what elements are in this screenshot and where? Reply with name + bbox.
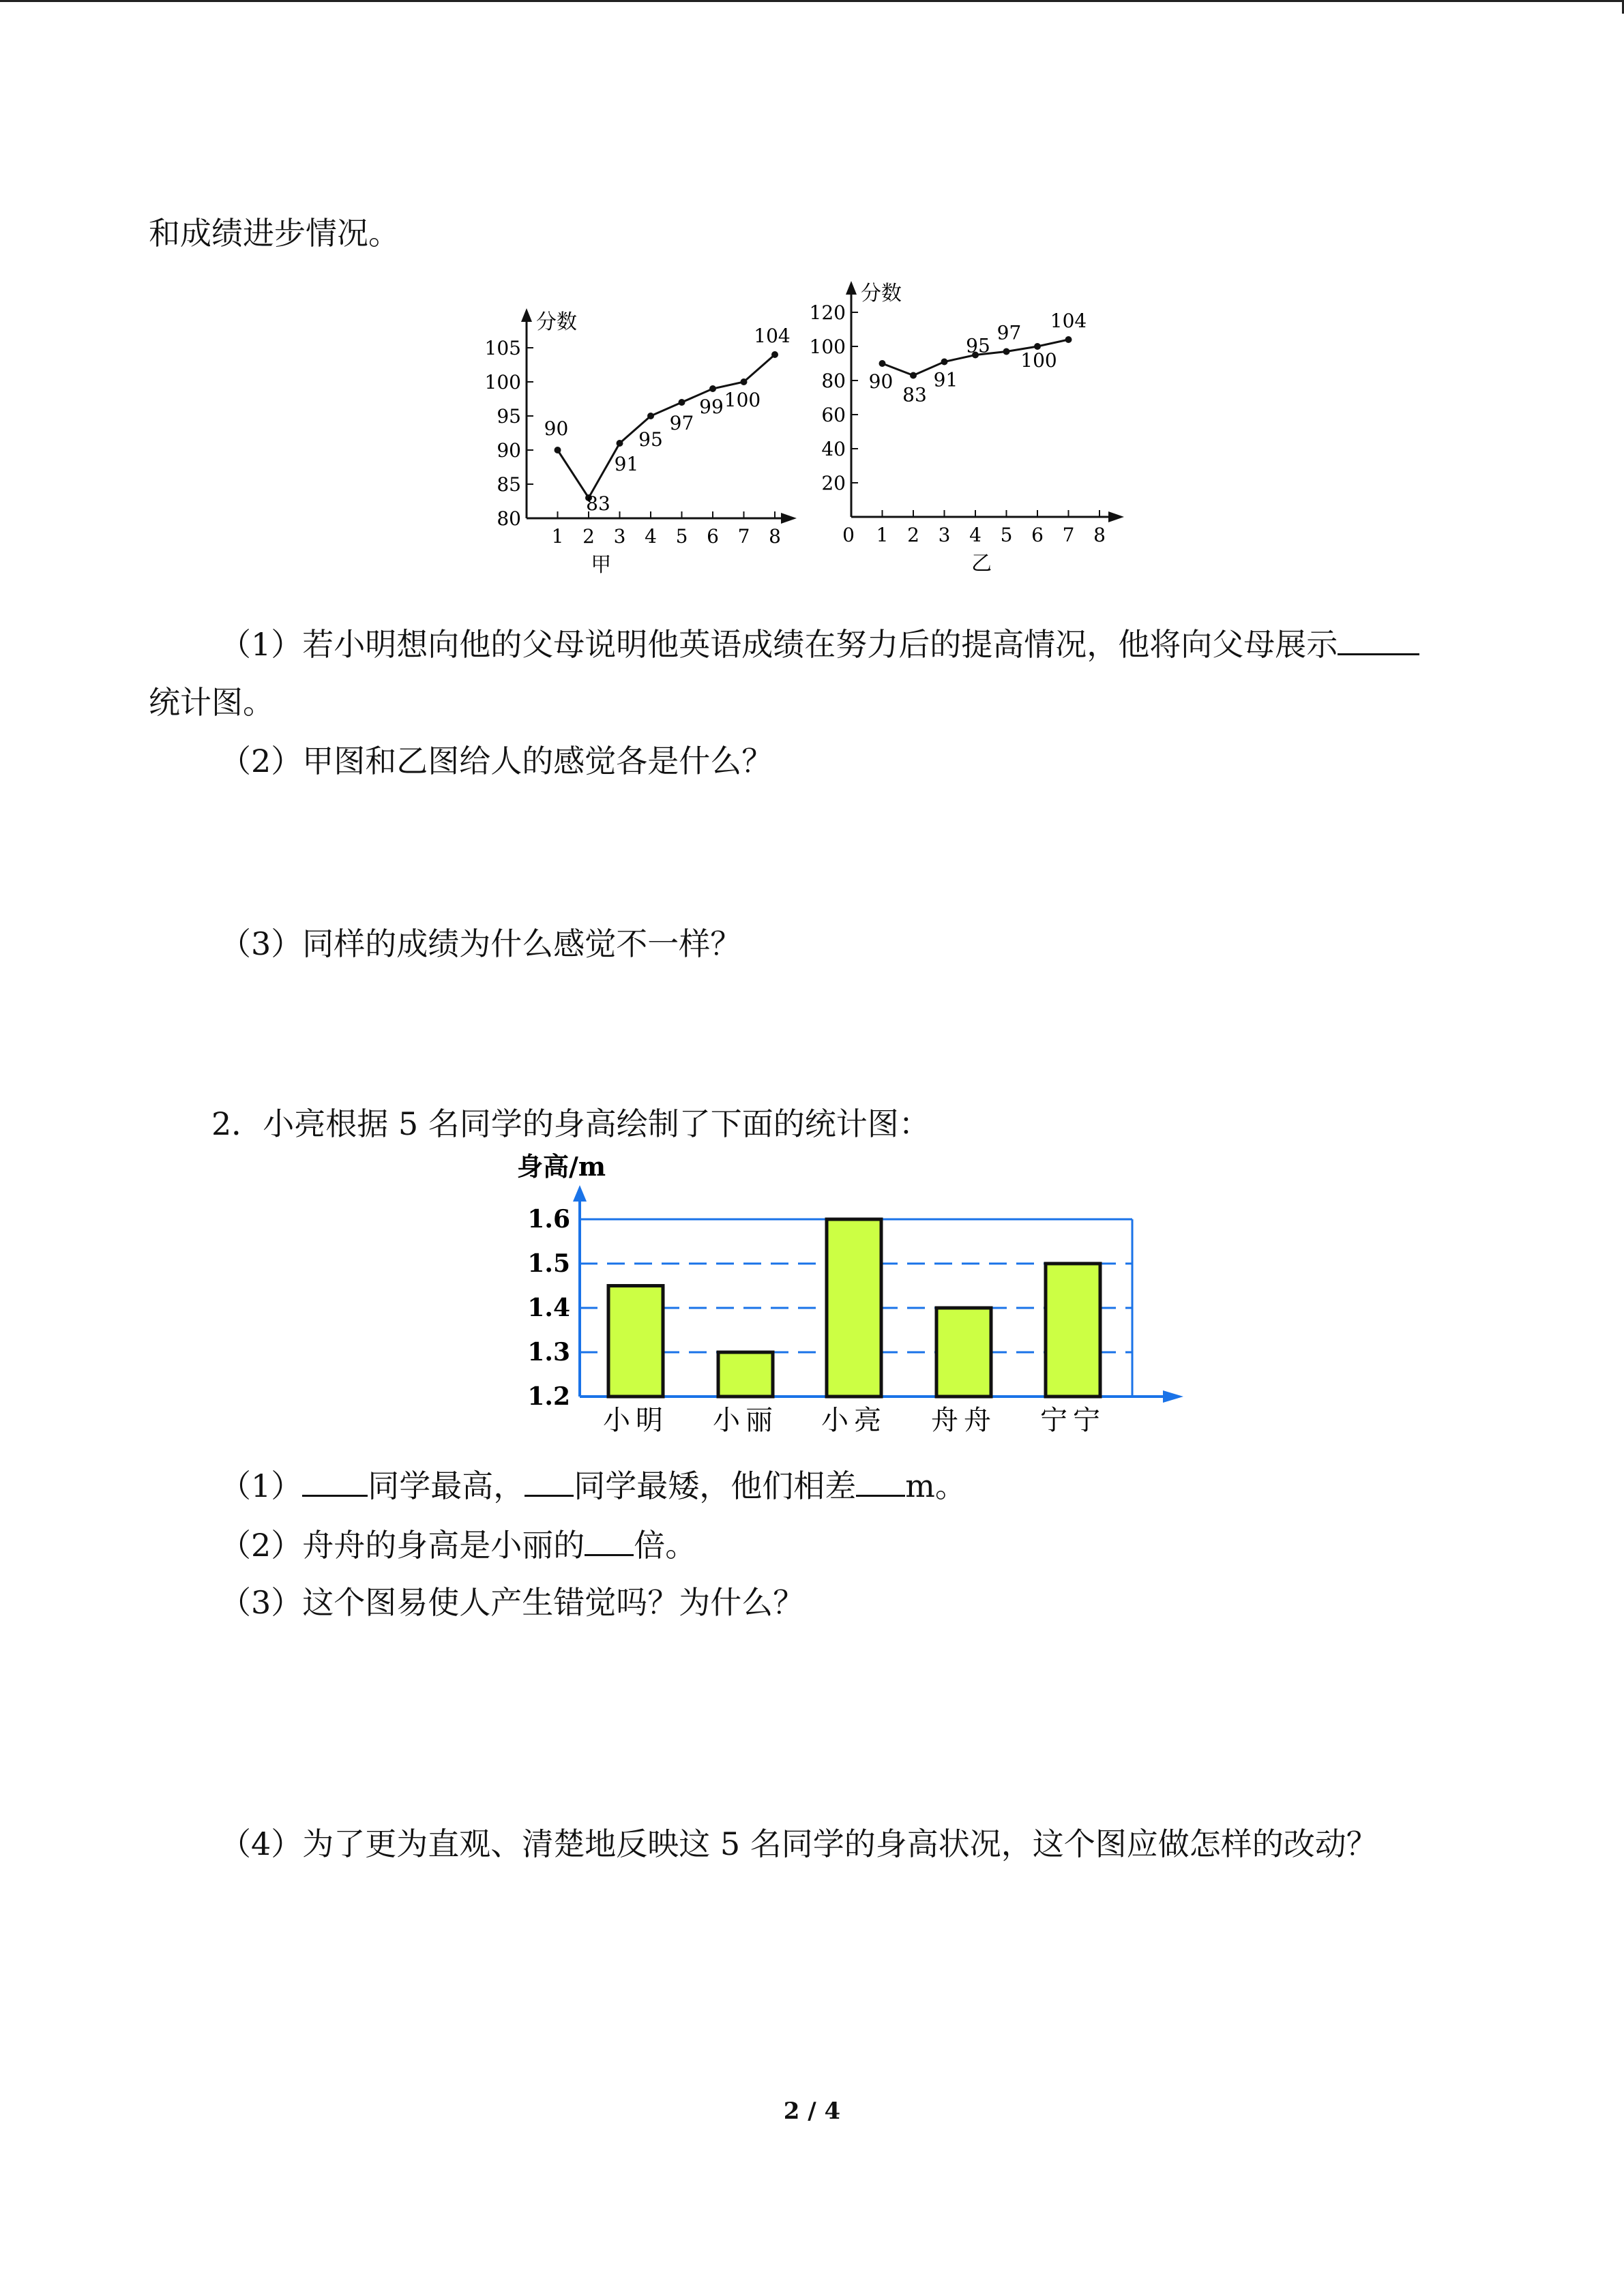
x-tick-label: 8 xyxy=(769,525,781,548)
y-tick-label: 80 xyxy=(821,370,846,392)
q2-part2 xyxy=(220,1524,696,1566)
q1-part3: （3）同样的成绩为什么感觉不一样？ xyxy=(220,925,742,962)
intro-line: 和成绩进步情况。 xyxy=(149,215,400,252)
x-tick-label: 6 xyxy=(707,525,719,548)
q2-part3: （3）这个图易使人产生错觉吗？为什么？ xyxy=(220,1584,805,1621)
y-tick-label: 100 xyxy=(484,371,521,393)
y-tick-label: 80 xyxy=(497,507,521,530)
q2-part1 xyxy=(220,1465,966,1506)
answer-blank-shortest[interactable] xyxy=(525,1465,574,1497)
x-tick-label: 舟舟 xyxy=(931,1405,996,1436)
data-point xyxy=(910,372,917,379)
x-tick-label: 4 xyxy=(969,524,981,546)
data-label: 97 xyxy=(669,412,694,434)
x-tick-label: 小明 xyxy=(603,1405,668,1436)
y-tick-label: 100 xyxy=(809,336,846,358)
data-label: 83 xyxy=(586,492,610,515)
x-tick-label: 1 xyxy=(876,524,889,546)
data-label: 104 xyxy=(1050,310,1087,332)
x-tick-label: 5 xyxy=(1000,524,1013,546)
x-tick-label: 7 xyxy=(1062,524,1075,546)
series-line xyxy=(558,355,776,498)
y-tick-label: 1.4 xyxy=(527,1294,570,1322)
data-label: 95 xyxy=(638,428,663,451)
x-tick-label: 3 xyxy=(938,524,951,546)
y-axis-label: 分数 xyxy=(861,282,902,305)
y-tick-label: 120 xyxy=(809,301,846,324)
y-axis-arrow xyxy=(846,281,857,295)
q2-part4: （4）为了更为直观、清楚地反映这 5 名同学的身高状况，这个图应做怎样的改动？ xyxy=(220,1825,1378,1862)
chart-jia xyxy=(477,293,805,586)
data-label: 97 xyxy=(996,321,1022,344)
q2-title: 2．小亮根据 5 名同学的身高绘制了下面的统计图： xyxy=(211,1105,930,1142)
chart-title: 乙 xyxy=(971,552,992,576)
y-axis-label: 分数 xyxy=(536,310,577,334)
data-label: 83 xyxy=(902,383,927,406)
data-point xyxy=(617,440,623,447)
q2-part1-prefix: （1） xyxy=(220,1467,303,1504)
y-tick-label: 20 xyxy=(821,472,846,494)
x-tick-label: 0 xyxy=(842,524,855,546)
y-axis-arrow xyxy=(573,1185,587,1202)
x-tick-label: 小丽 xyxy=(713,1405,778,1436)
q2-part2-suffix: 倍。 xyxy=(634,1527,697,1564)
x-axis-arrow xyxy=(1108,511,1124,522)
x-axis-arrow xyxy=(781,513,797,524)
y-tick-label: 95 xyxy=(497,405,521,428)
q1-part1-text: （1）若小明想向他的父母说明他英语成绩在努力后的提高情况，他将向父母展示 xyxy=(220,626,1338,663)
answer-blank-ratio[interactable] xyxy=(585,1524,634,1556)
data-point xyxy=(647,413,654,419)
bar xyxy=(936,1308,991,1397)
x-tick-label: 4 xyxy=(645,525,657,548)
data-point xyxy=(709,385,716,392)
x-tick-label: 小亮 xyxy=(821,1405,887,1436)
height-bar-chart xyxy=(498,1146,1194,1446)
data-point xyxy=(1065,336,1072,343)
y-tick-label: 105 xyxy=(484,337,521,359)
bar xyxy=(1046,1264,1100,1397)
x-axis-arrow xyxy=(1163,1390,1183,1403)
y-tick-label: 1.3 xyxy=(527,1338,570,1367)
y-tick-label: 90 xyxy=(497,439,521,462)
x-tick-label: 6 xyxy=(1031,524,1044,546)
x-tick-label: 5 xyxy=(675,525,688,548)
q2-part1-mid1: 同学最高， xyxy=(368,1467,525,1504)
q2-part1-mid2: 同学最矮，他们相差 xyxy=(574,1467,857,1504)
x-tick-label: 宁宁 xyxy=(1040,1405,1106,1436)
q1-part2: （2）甲图和乙图给人的感觉各是什么？ xyxy=(220,743,773,779)
data-point xyxy=(679,399,685,406)
y-tick-label: 85 xyxy=(497,473,521,496)
x-tick-label: 8 xyxy=(1093,524,1106,546)
x-tick-label: 7 xyxy=(737,525,750,548)
answer-blank-difference[interactable] xyxy=(856,1465,905,1497)
y-axis-arrow xyxy=(521,308,532,322)
data-label: 100 xyxy=(1020,349,1057,372)
data-label: 90 xyxy=(868,370,894,393)
data-point xyxy=(941,359,948,366)
data-label: 99 xyxy=(699,396,724,418)
q1-part1-line2: 统计图。 xyxy=(149,684,274,721)
data-point xyxy=(879,360,886,367)
x-tick-label: 2 xyxy=(582,525,595,548)
q1-part1-line1 xyxy=(220,623,1419,665)
y-tick-label: 1.5 xyxy=(527,1249,570,1278)
data-label: 91 xyxy=(614,453,639,475)
data-point xyxy=(741,378,748,385)
data-point xyxy=(771,351,778,358)
y-tick-label: 60 xyxy=(821,404,846,426)
data-label: 91 xyxy=(933,368,958,391)
y-tick-label: 1.6 xyxy=(527,1205,570,1234)
top-border xyxy=(0,0,1624,2)
x-tick-label: 2 xyxy=(907,524,919,546)
bar xyxy=(718,1352,773,1397)
x-tick-label: 3 xyxy=(613,525,626,548)
q2-part2-prefix: （2）舟舟的身高是小丽的 xyxy=(220,1527,585,1564)
bar xyxy=(827,1219,881,1397)
answer-blank-tallest[interactable] xyxy=(302,1465,368,1497)
y-axis-label: 身高/m xyxy=(517,1151,606,1182)
chart-title: 甲 xyxy=(591,553,612,577)
y-tick-label: 40 xyxy=(821,438,846,460)
y-tick-label: 1.2 xyxy=(527,1382,570,1411)
data-label: 95 xyxy=(966,334,990,357)
page-number: 2 / 4 xyxy=(783,2098,841,2125)
data-point xyxy=(555,447,561,453)
bar xyxy=(608,1286,663,1397)
q2-part1-suffix: m。 xyxy=(905,1467,966,1504)
data-label: 104 xyxy=(754,325,791,347)
x-tick-label: 1 xyxy=(551,525,564,548)
data-label: 100 xyxy=(724,389,761,411)
answer-blank[interactable] xyxy=(1338,623,1419,655)
data-point xyxy=(1003,348,1010,355)
data-label: 90 xyxy=(544,417,569,440)
chart-yi xyxy=(798,273,1139,580)
